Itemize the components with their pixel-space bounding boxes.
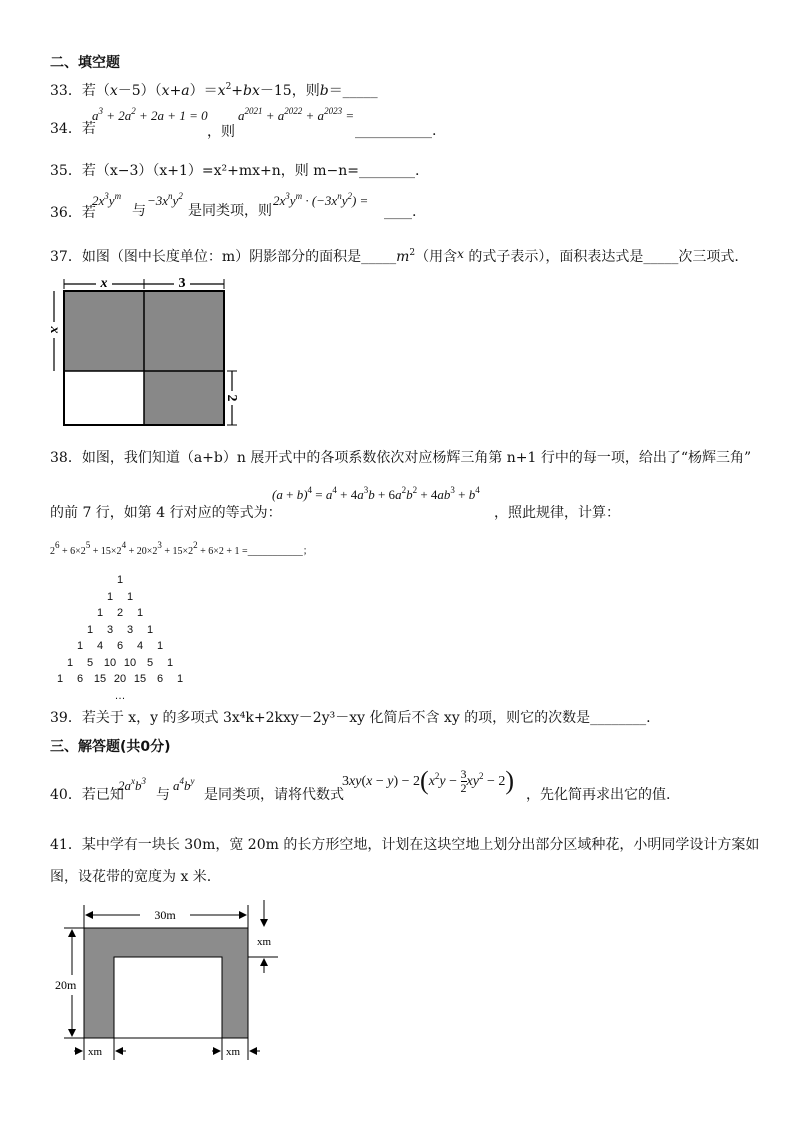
question-37: 37．如图（图中长度单位：m）阴影部分的面积是$\_\_\_\_\_m^2$（用含x 的式子表示），面积表达式是_____次三项式.	[50, 247, 739, 265]
pascal-row	[45, 671, 195, 688]
question-41-line1: 41．某中学有一块长 30m，宽 20m 的长方形空地，计划在这块空地上划分出部分区域种花，小明同学设计方案如	[50, 837, 760, 853]
pascal-number: 1	[106, 590, 114, 603]
question-39: 39．若关于 x，y 的多项式 3x⁴k+2kxy－2y³－xy 化简后不含 xy 的项，则它的次数是________.	[50, 710, 651, 726]
question-36: 36．若	[50, 205, 96, 221]
q40-post: ，先化简再求出它的值.	[526, 787, 671, 803]
pascal-row	[45, 688, 195, 705]
shaded-bottom-right	[144, 371, 224, 425]
q38-text: ，照此规律，计算：	[494, 505, 620, 521]
q34-blank: ___________.	[355, 123, 437, 139]
pascal-number: …	[114, 689, 126, 702]
section-answer: 三、解答题(共0分)	[50, 739, 171, 755]
q40-term1: $2a^xb^3$	[118, 776, 146, 793]
pascal-number: 6	[116, 640, 124, 652]
question-38-line1: 38．如图，我们知道（a+b）n 展开式中的各项系数依次对应杨辉三角第 n+1 行中的每一项，给出了“杨辉三角”	[50, 450, 752, 466]
label-xm-right: xm	[257, 936, 272, 948]
flower-band	[84, 928, 248, 1038]
question-34: 34．若	[50, 121, 96, 137]
label-3: 3	[178, 276, 186, 291]
q38-calc: $2^6 + 6\times 2^5 + 15\times 2^4 + 20\times 2^3 + 15\times 2^2 + 6\times 2 + 1$ =___________；	[50, 540, 313, 557]
pascal-number: 6	[156, 673, 164, 685]
q40-and: 与	[156, 787, 170, 803]
pascal-number: 4	[136, 640, 144, 652]
pascal-number: 1	[66, 656, 74, 669]
label-x-left: x	[47, 326, 62, 334]
pascal-number: 1	[126, 590, 134, 603]
q34-equation: $a^3 + 2a^2 + 2a + 1 = 0$	[92, 106, 208, 123]
pascal-row	[45, 655, 195, 672]
pascal-row	[45, 605, 195, 622]
pascal-number: 5	[146, 656, 154, 669]
section-fill-blank: 二、填空题	[50, 55, 120, 71]
q36-and: 与	[132, 203, 146, 219]
q36-term1: $2x^3y^m$	[92, 191, 122, 208]
q36-term2: $-3x^ny^2$	[147, 191, 183, 208]
question-38-line2: 的前 7 行，如第 4 行对应的等式为：	[50, 505, 282, 521]
pascal-number: 4	[96, 640, 104, 652]
pascal-number: 10	[103, 656, 117, 669]
pascal-number: 1	[156, 640, 164, 652]
pascal-number: 3	[106, 623, 114, 636]
pascal-number: 1	[116, 574, 124, 586]
pascal-number: 6	[76, 673, 84, 685]
q36-text: 是同类项，则	[188, 203, 272, 219]
pascal-number: 2	[116, 607, 124, 619]
label-xm-bottom-right: xm	[226, 1046, 241, 1058]
q36-blank: ____.	[384, 204, 417, 220]
pascal-row	[45, 622, 195, 639]
question-33: 33．若$(x-5)(x+a)=x^2+bx-15$，则b＝_____	[50, 82, 378, 99]
pascal-number: 5	[86, 656, 94, 669]
pascal-number: 1	[86, 623, 94, 636]
pascal-number: 3	[126, 623, 134, 636]
q40-expression: $3xy(x - y) - 2(x^2y$ − $\frac{3}{2}$ $xy^2 - 2$)	[342, 766, 515, 796]
q38-binomial: $(a + b)^4 = a^4 + 4a^3b + 6a^2b^2 + 4ab^3 + b^4$	[272, 485, 480, 502]
pascal-number: 1	[96, 607, 104, 619]
label-20m: 20m	[55, 978, 77, 992]
pascal-row	[45, 589, 195, 606]
q40-term2: $a^4b^y$	[173, 776, 195, 793]
question-41-line2: 图，设花带的宽度为 x 米.	[50, 869, 212, 885]
label-x-top: x	[100, 276, 108, 291]
pascal-number: 1	[56, 673, 64, 685]
q40-text: 是同类项，请将代数式	[204, 787, 344, 803]
question-40: 40．若已知	[50, 787, 124, 803]
pascal-row	[45, 572, 195, 589]
pascal-number: 1	[136, 607, 144, 619]
pascal-number: 1	[176, 673, 184, 685]
pascal-row	[45, 638, 195, 655]
label-30m: 30m	[154, 908, 176, 922]
pascal-number: 10	[123, 656, 137, 669]
q36-product: $2x^3y^m \cdot (-3x^ny^2)$ =	[273, 191, 369, 208]
pascal-number: 1	[146, 623, 154, 636]
pascal-number: 1	[76, 640, 84, 652]
label-xm-bottom-left: xm	[88, 1046, 103, 1058]
pascal-number: 15	[93, 673, 107, 685]
question-35: 35．若（x−3）（x+1）=x²+mx+n，则 m−n=________.	[50, 163, 420, 179]
pascal-number: 20	[113, 673, 127, 685]
pascal-number: 1	[166, 656, 174, 669]
q34-expression: $a^{2021} + a^{2022} + a^{2023}$ =	[238, 106, 355, 123]
label-2: 2	[224, 394, 239, 402]
figure-41	[50, 895, 290, 1065]
pascal-triangle	[45, 572, 195, 704]
q34-then: ，则	[207, 124, 235, 140]
pascal-number: 15	[133, 673, 147, 685]
figure-37	[44, 270, 244, 430]
